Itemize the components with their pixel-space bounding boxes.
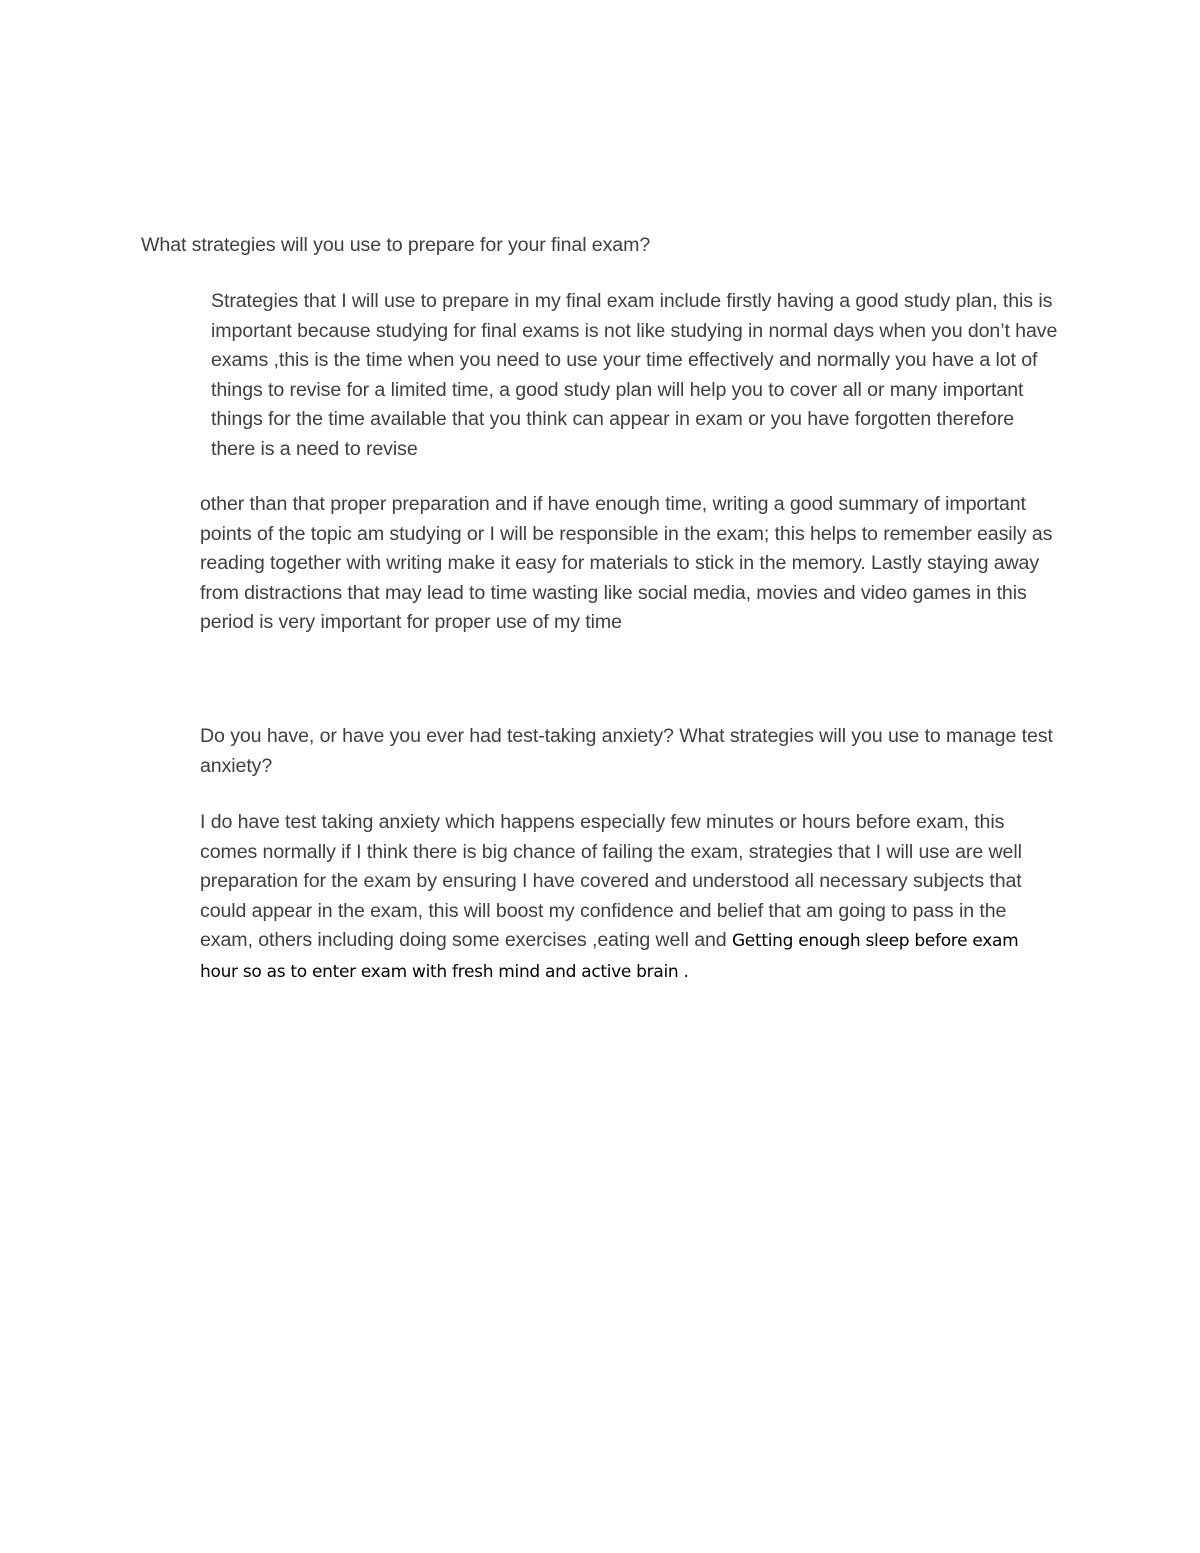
- answer-1-paragraph-1: [141, 287, 1061, 464]
- question-1: [141, 231, 1061, 261]
- answer-2-text: I do have test taking anxiety which happens especially few minutes or hours before exam, this comes normally if I think there is big chance of failing the exam, strategies that I will use are well preparation for the exam by ensuring I have covered and understood all necessary subjects that could appear in the exam, this will boost my confidence and belief that am going to pass in the exam, others including doing some exercises ,eating well and: [200, 811, 1022, 951]
- question-2-text: Do you have, or have you ever had test-taking anxiety? What strategies will you use to manage test anxiety?: [200, 725, 1053, 777]
- answer-2-paragraph: [141, 808, 1061, 987]
- question-2: [141, 722, 1061, 781]
- answer-2-paragraph-text: [141, 808, 1061, 987]
- answer-1-paragraph-1-text: Strategies that I will use to prepare in my final exam include firstly having a good study plan, this is important because studying for final exams is not like studying in normal days when you don’t have exams ,this is the time when you need to use your time effectively and normally you have a lot of things to revise for a limited time, a good study plan will help you to cover all or many important things for the time available that you think can appear in exam or you have forgotten therefore there is a need to revise: [211, 290, 1058, 460]
- answer-1-paragraph-2: [141, 490, 1061, 638]
- question-1-text: What strategies will you use to prepare for your final exam?: [141, 234, 651, 256]
- answer-2-emphasis: Getting enough sleep before exam hour so as to enter exam with fresh mind and active brain .: [200, 931, 1019, 982]
- answer-1-paragraph-2-text: other than that proper preparation and if have enough time, writing a good summary of important points of the topic am studying or I will be responsible in the exam; this helps to remember easily as reading together with writing make it easy for materials to stick in the memory. Lastly staying away from distractions that may lead to time wasting like social media, movies and video games in this period is very important for proper use of my time: [200, 493, 1053, 633]
